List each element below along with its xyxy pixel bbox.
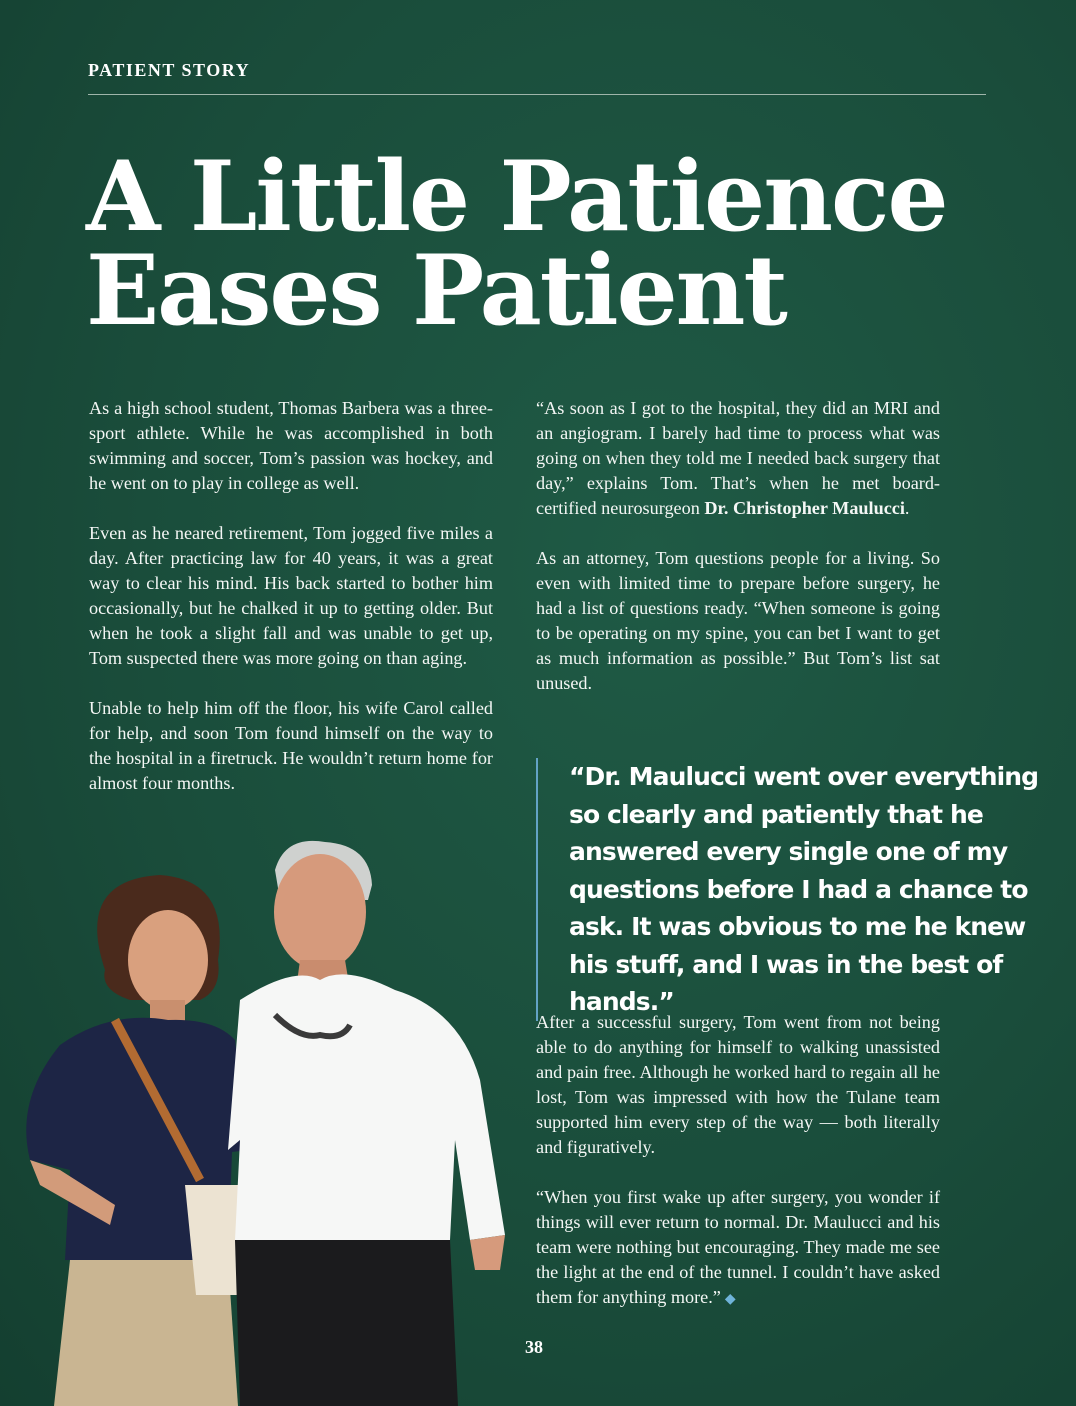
section-kicker: PATIENT STORY [88, 60, 251, 80]
paragraph: Unable to help him off the floor, his wife Carol called for help, and soon Tom found himself on the way to the hospital in a firetruck. He wouldn’t return home for almost four months. [89, 698, 493, 793]
article-column-3 [536, 1010, 940, 1337]
paragraph-end: . [904, 498, 910, 518]
page-number: 38 [525, 1337, 543, 1357]
paragraph-text: “As soon as I got to the hospital, they did an MRI and an angiogram. I barely had time to process what was going on when they told me I needed back surgery that day,” explains Tom. That’s when he met board-certified neurosurgeon [536, 398, 940, 518]
pull-quote [536, 758, 1049, 1021]
woman-figure [26, 875, 248, 1406]
pull-quote-text: “Dr. Maulucci went over everything so clearly and patiently that he answered every single one of my questions before I had a chance to ask. It was obvious to me he knew his stuff, and I was in the best of hands.” [569, 762, 1039, 1016]
paragraph: After a successful surgery, Tom went from not being able to do anything for himself to walking unassisted and pain free. Although he worked hard to regain all he lost, Tom was impressed with how the Tulane team supported him every step of the way — both literally and figuratively. [536, 1012, 940, 1157]
article-title [86, 140, 947, 347]
title-line-2: Eases Patient [86, 234, 786, 347]
surgeon-name: Dr. Christopher Maulucci [704, 498, 905, 518]
title-line-1: A Little Patience [86, 140, 947, 253]
paragraph: As an attorney, Tom questions people for a living. So even with limited time to prepare before surgery, he had a list of questions ready. “When someone is going to be operating on my spine, you can bet I want to get as much information as possible.” But Tom’s list sat unused. [536, 548, 940, 693]
closing-quote: “When you first wake up after surgery, you wonder if things will ever return to normal. Dr. Maulucci and his team were nothing but encouraging. They made me see the light at the end of the tunnel. I couldn’t have asked them for anything more.” [536, 1187, 940, 1307]
paragraph: As a high school student, Thomas Barbera was a three-sport athlete. While he was accomplished in both swimming and soccer, Tom’s passion was hockey, and he went on to play in college as well. [89, 398, 493, 493]
paragraph [536, 396, 940, 521]
man-figure [228, 841, 505, 1406]
article-column-1 [89, 396, 493, 821]
article-column-2 [536, 396, 940, 721]
header-divider [88, 94, 986, 95]
paragraph [536, 1185, 940, 1312]
paragraph: Even as he neared retirement, Tom jogged five miles a day. After practicing law for 40 years, it was a great way to clear his mind. His back started to bother him occasionally, but he chalked it up to getting older. But when he took a slight fall and was unable to get up, Tom suspected there was more going on than aging. [89, 523, 493, 668]
couple-photo [0, 840, 520, 1406]
end-mark-icon: ◆ [724, 1292, 736, 1307]
